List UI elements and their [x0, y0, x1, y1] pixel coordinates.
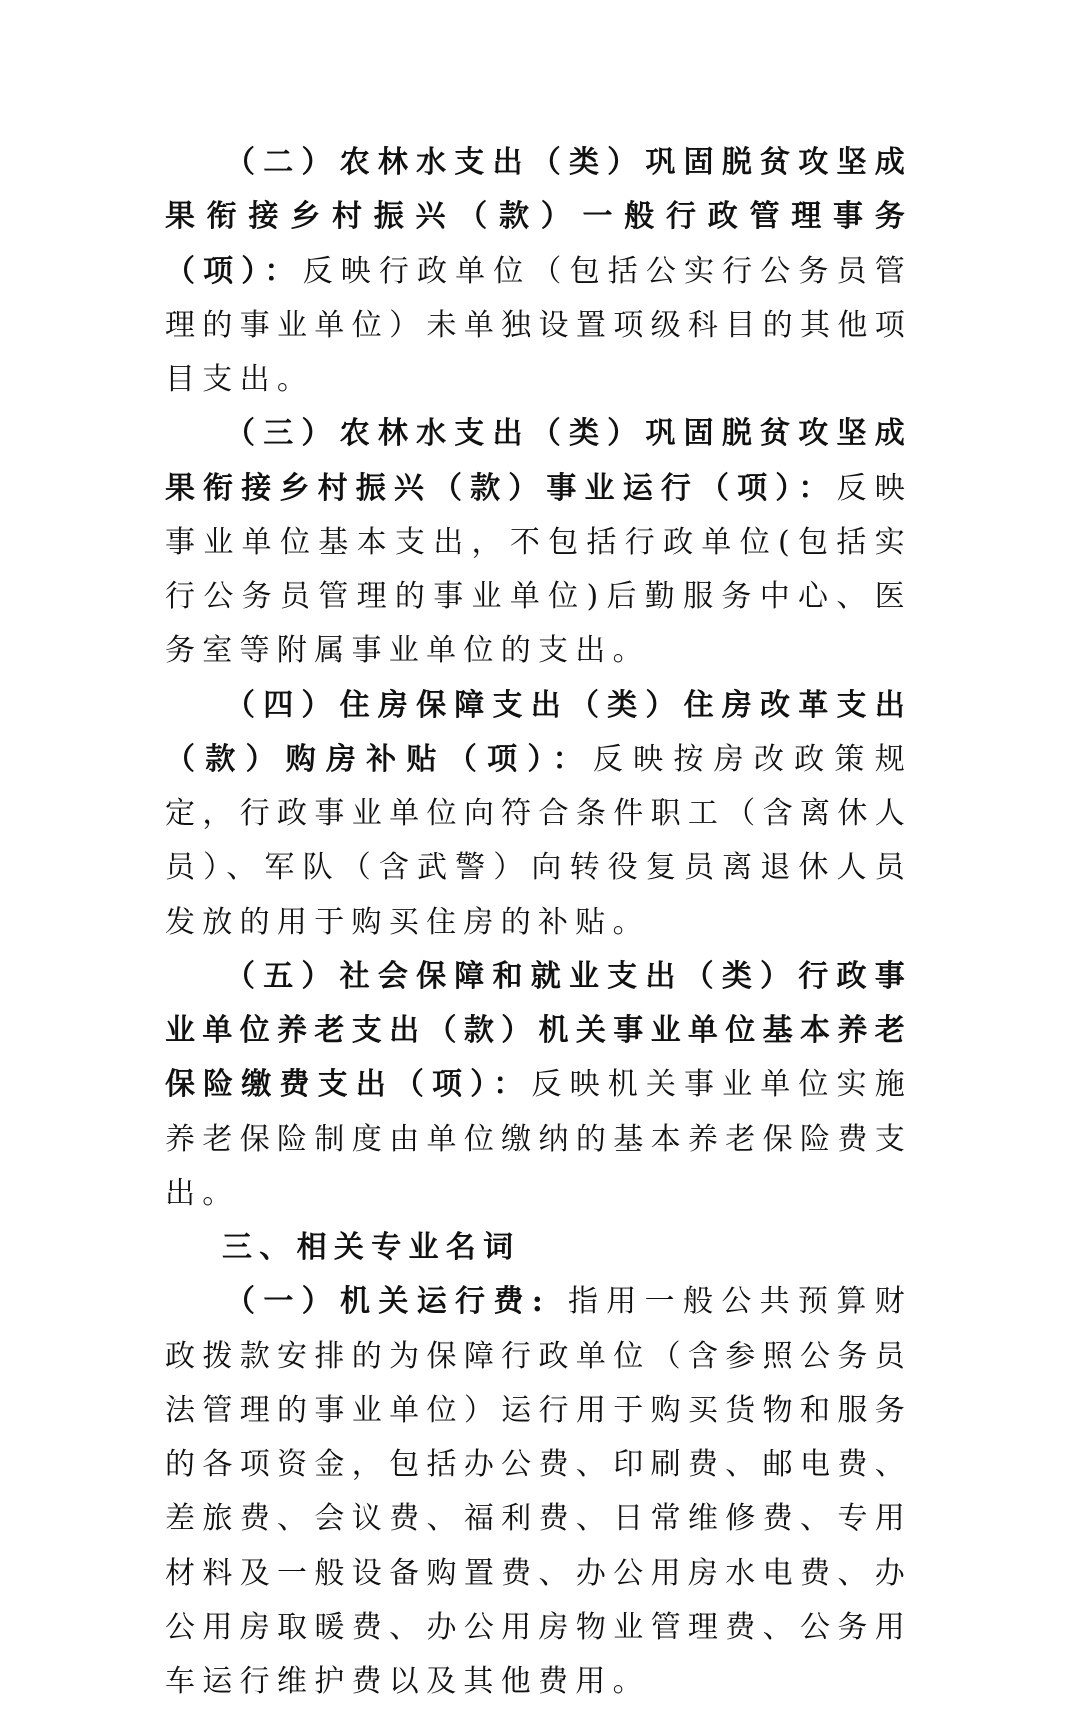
paragraph-item-2: [165, 136, 912, 407]
item-description: 反映按房改政策规定，行政事业单位向符合条件职工（含离休人员）、军队（含武警）向转役复员离退休人员发放的用于购买住房的补贴。: [165, 741, 912, 940]
item-description: 反映机关事业单位实施养老保险制度由单位缴纳的基本养老保险费支出。: [165, 1067, 913, 1211]
paragraph-item-3: [165, 407, 912, 678]
item-description: 反映行政单位（包括公实行公务员管理的事业单位）未单独设置项级科目的其他项目支出。: [165, 253, 912, 397]
term-title: （一）机关运行费:: [225, 1284, 551, 1320]
paragraph-item-4: [165, 679, 912, 950]
item-title: （五）社会保障和就业支出（类）行政事业单位养老支出（款）机关事业单位基本养老保险缴费支出（项）：: [165, 958, 912, 1103]
item-title: （二）农林水支出（类）巩固脱贫攻坚成果衔接乡村振兴（款）一般行政管理事务（项）：: [165, 145, 912, 289]
document-page: [165, 136, 912, 1709]
term-definition: [165, 1275, 912, 1709]
section-heading: 三、相关专业名词: [222, 1230, 521, 1265]
term-description: 指用一般公共预算财政拨款安排的为保障行政单位（含参照公务员法管理的事业单位）运行用于购买货物和服务的各项资金，包括办公费、印刷费、邮电费、差旅费、会议费、福利费、日常维修费、专用材料及一般设备购置费、办公用房水电费、办公用房取暖费、办公用房物业管理费、公务用车运行维护费以及其他费用。: [165, 1284, 912, 1699]
item-title: （三）农林水支出（类）巩固脱贫攻坚成果衔接乡村振兴（款）事业运行（项）：: [165, 416, 912, 506]
paragraph-item-5: [165, 950, 912, 1221]
item-description: 反映事业单位基本支出，不包括行政单位(包括实行公务员管理的事业单位)后勤服务中心、医务室等附属事业单位的支出。: [165, 470, 912, 669]
item-title: （四）住房保障支出（类）住房改革支出（款）购房补贴（项）：: [165, 687, 912, 777]
